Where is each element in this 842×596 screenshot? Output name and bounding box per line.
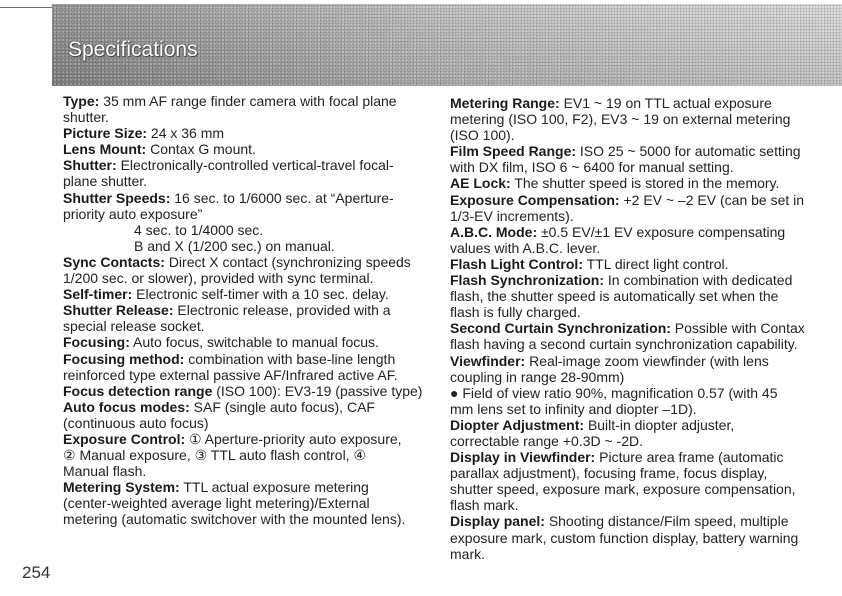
page-number: 254 <box>22 563 51 582</box>
spec-value: 24 x 36 mm <box>150 125 225 142</box>
spec-entry-self-timer <box>63 286 435 302</box>
spec-sub-line: B and X (1/200 sec.) on manual. <box>134 237 335 254</box>
spec-label: Sync Contacts: <box>63 253 165 270</box>
specs-left-column <box>63 93 435 528</box>
specs-right-column <box>450 95 822 562</box>
spec-label: Display in Viewfinder: <box>450 449 596 466</box>
spec-value: Shooting distance/Film speed, multiple exposure mark, custom function display, battery warning mark. <box>450 513 799 562</box>
spec-label: Picture Size: <box>63 125 148 142</box>
spec-label: Flash Light Control: <box>450 255 583 272</box>
spec-entry-film-speed-range <box>450 143 822 175</box>
spec-label: Focusing: <box>63 334 130 351</box>
spec-value: Electronic release, provided with a special release socket. <box>63 302 391 335</box>
spec-value: +2 EV ~ –2 EV (can be set in 1/3-EV increments). <box>450 191 805 224</box>
spec-entry-diopter-adjustment <box>450 417 822 449</box>
spec-value: TTL actual exposure metering (center-weighted average light metering)/External metering (automatic switchover with the mounted lens). <box>63 479 406 528</box>
spec-label: Shutter: <box>63 157 117 174</box>
spec-entry-metering-range <box>450 95 822 143</box>
spec-value: Electronic self-timer with a 10 sec. delay. <box>136 286 389 303</box>
spec-entry-abc-mode <box>450 224 822 256</box>
spec-value: (ISO 100): EV3-19 (passive type) <box>216 382 423 399</box>
spec-label: Auto focus modes: <box>63 398 190 415</box>
spec-label: Metering System: <box>63 479 180 496</box>
spec-label: A.B.C. Mode: <box>450 223 538 240</box>
spec-value: Electronically-controlled vertical-travel focal- plane shutter. <box>63 157 394 190</box>
spec-entry-second-curtain-synchronization <box>450 320 822 352</box>
spec-label: Second Curtain Synchronization: <box>450 320 671 337</box>
spec-label: Flash Synchronization: <box>450 272 605 289</box>
spec-entry-shutter <box>63 157 435 189</box>
spec-value: The shutter speed is stored in the memory. <box>514 175 780 192</box>
spec-entry-exposure-control <box>63 431 435 479</box>
section-title: Specifications <box>68 38 198 61</box>
spec-entry-lens-mount <box>63 141 435 157</box>
spec-value: ISO 25 ~ 5000 for automatic setting with DX film, ISO 6 ~ 6400 for manual setting. <box>450 143 801 176</box>
spec-label: Exposure Control: <box>63 430 186 447</box>
spec-label: Focusing method: <box>63 350 185 367</box>
spec-entry-auto-focus-modes <box>63 399 435 431</box>
spec-entry-metering-system <box>63 479 435 527</box>
spec-label: Exposure Compensation: <box>450 191 620 208</box>
spec-value: combination with base-line length reinforced type external passive AF/Infrared active AF. <box>63 350 398 383</box>
spec-label: Self-timer: <box>63 286 133 303</box>
spec-entry-flash-light-control <box>450 256 822 272</box>
spec-value: Contax G mount. <box>150 141 256 158</box>
spec-entry-type <box>63 93 435 125</box>
spec-value: Built-in diopter adjuster, correctable range +0.3D ~ -2D. <box>450 416 735 449</box>
spec-value: Auto focus, switchable to manual focus. <box>133 334 379 351</box>
spec-entry-exposure-compensation <box>450 192 822 224</box>
spec-value: ① Aperture-priority auto exposure, ② Manual exposure, ③ TTL auto flash control, ④ Manual flash. <box>63 430 402 480</box>
spec-label: Metering Range: <box>450 95 560 111</box>
spec-entry-flash-synchronization <box>450 272 822 320</box>
spec-entry-picture-size <box>63 125 435 141</box>
spec-label: Type: <box>63 93 100 109</box>
spec-entry-focusing <box>63 334 435 350</box>
spec-entry-ae-lock <box>450 175 822 191</box>
spec-value: 35 mm AF range finder camera with focal plane shutter. <box>63 93 397 126</box>
spec-label: Shutter Speeds: <box>63 189 171 206</box>
spec-label: Shutter Release: <box>63 302 174 319</box>
top-rule <box>0 7 58 8</box>
spec-sub-line: 4 sec. to 1/4000 sec. <box>134 221 264 238</box>
spec-label: AE Lock: <box>450 175 511 192</box>
spec-entry-focusing-method <box>63 351 435 383</box>
spec-entry-shutter-speeds <box>63 190 435 222</box>
spec-entry-sync-contacts <box>63 254 435 286</box>
spec-label: Viewfinder: <box>450 352 526 369</box>
spec-entry-viewfinder <box>450 353 822 417</box>
spec-label: Film Speed Range: <box>450 143 577 160</box>
spec-value: SAF (single auto focus), CAF (continuous auto focus) <box>63 398 375 431</box>
spec-label: Lens Mount: <box>63 141 147 158</box>
section-header-banner <box>52 4 842 86</box>
spec-value: Possible with Contax flash having a second curtain synchronization capability. <box>450 320 805 353</box>
spec-value: 16 sec. to 1/6000 sec. at “Aperture- priority auto exposure” <box>63 189 394 222</box>
spec-value: TTL direct light control. <box>586 255 729 272</box>
spec-value: Picture area frame (automatic parallax adjustment), focusing frame, focus display, shutter speed, exposure mark, exposure compensation, flash mark. <box>450 449 796 514</box>
spec-value: EV1 ~ 19 on TTL actual exposure metering (ISO 100, F2), EV3 ~ 19 on external metering (ISO 100). <box>450 95 791 144</box>
spec-entry-display-in-viewfinder <box>450 449 822 513</box>
spec-entry-shutter-release <box>63 302 435 334</box>
spec-value: In combination with dedicated flash, the shutter speed is automatically set when the flash is fully charged. <box>450 272 793 321</box>
spec-label: Focus detection range <box>63 382 213 399</box>
spec-entry-display-panel <box>450 513 822 561</box>
spec-value: ±0.5 EV/±1 EV exposure compensating values with A.B.C. lever. <box>450 223 786 256</box>
spec-entry-focus-detection-range <box>63 383 435 399</box>
spec-label: Diopter Adjustment: <box>450 416 585 433</box>
spec-value: Direct X contact (synchronizing speeds 1/200 sec. or slower), provided with sync terminal. <box>63 253 411 287</box>
spec-label: Display panel: <box>450 513 545 530</box>
spec-value: Real-image zoom viewfinder (with lens coupling in range 28-90mm) ● Field of view ratio 90%, magnification 0.57 (with 45 mm lens set to infinity and diopter –1D). <box>450 352 778 417</box>
